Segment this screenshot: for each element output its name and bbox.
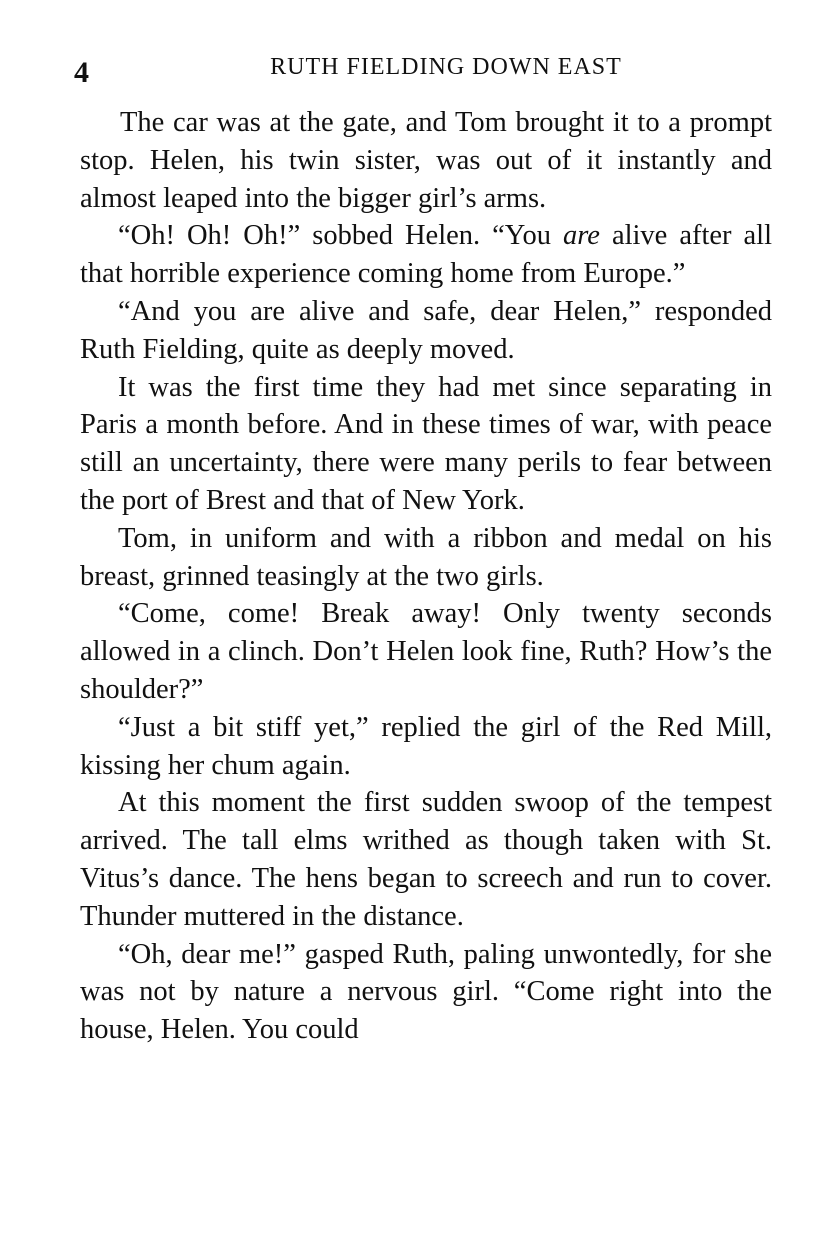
emphasized-word: are <box>563 220 600 252</box>
page-number: 4 <box>74 56 89 89</box>
paragraph: “Oh, dear me!” gasped Ruth, paling unwontedly, for she was not by nature a nervous girl. “Come right into the house, Helen. You could <box>80 938 772 1046</box>
running-title: RUTH FIELDING DOWN EAST <box>270 54 622 80</box>
paragraph: “Come, come! Break away! Only twenty seconds allowed in a clinch. Don’t Helen look fine, Ruth? How’s the shoulder?” <box>80 598 772 705</box>
paragraph: “Just a bit stiff yet,” replied the girl of the Red Mill, kissing her chum again. <box>80 711 772 781</box>
page-header <box>74 50 772 89</box>
paragraph: The car was at the gate, and Tom brought it to a prompt stop. Helen, his twin sister, was out of it instantly and almost leaped into the bigger girl’s arms. <box>80 107 772 214</box>
paragraph: It was the first time they had met since separating in Paris a month before. And in these times of war, with peace still an uncertainty, there were many perils to fear between the port of Brest and that of New York. <box>80 371 772 516</box>
body-text <box>80 104 772 1049</box>
book-page <box>74 50 772 1049</box>
paragraph: At this moment the first sudden swoop of the tempest arrived. The tall elms writhed as though taken with St. Vitus’s dance. The hens began to screech and run to cover. Thunder muttered in the distance. <box>80 787 772 932</box>
paragraph: Tom, in uniform and with a ribbon and medal on his breast, grinned teasingly at the two girls. <box>80 522 772 592</box>
paragraph-text: “Oh! Oh! Oh!” sobbed Helen. “You <box>118 220 564 252</box>
paragraph-text: alive after all that horrible experience coming home from Europe.” <box>80 220 772 290</box>
paragraph <box>80 217 772 293</box>
paragraph: “And you are alive and safe, dear Helen,” responded Ruth Fielding, quite as deeply moved. <box>80 295 772 365</box>
